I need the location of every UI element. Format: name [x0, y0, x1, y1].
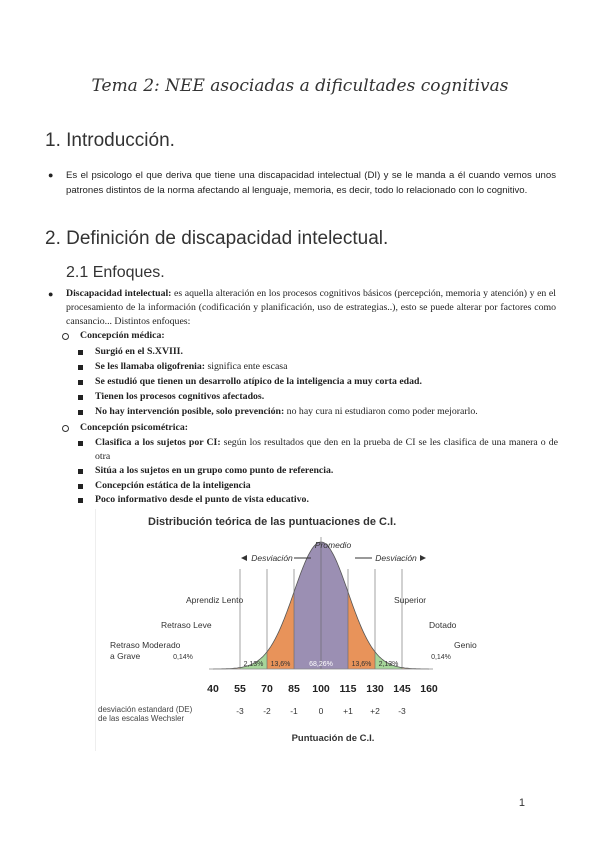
square-bullet: [78, 469, 83, 474]
list-item: Poco informativo desde el punto de vista educativo.: [95, 494, 309, 505]
list-item: Clasifica a los sujetos por CI: según los resultados que den en la prueba de CI se les clasifica de una manera o de otra: [95, 437, 558, 462]
x-tick-label: 70: [261, 683, 273, 695]
label-promedio: Promedio: [314, 540, 352, 550]
bullet-dot: ●: [48, 170, 54, 180]
x-tick-label: 145: [393, 683, 411, 695]
percentage-label: 68,26%: [309, 661, 333, 668]
list-item: Surgió en el S.XVIII.: [95, 346, 183, 357]
x-tick-label: 55: [234, 683, 246, 695]
percentage-label: 2,13%: [243, 661, 264, 668]
bullet-dot: ●: [48, 289, 54, 299]
label-retraso-grave: a Grave: [110, 651, 141, 661]
desviacion-right-arrowhead: [420, 555, 426, 561]
label-dotado: Dotado: [429, 620, 457, 630]
square-bullet: [78, 350, 83, 355]
square-bullet: [78, 365, 83, 370]
heading-enfoques: 2.1 Enfoques.: [66, 264, 165, 281]
circle-bullet: [62, 333, 69, 340]
de-value-label: -3: [398, 706, 406, 716]
x-tick-label: 115: [339, 683, 357, 695]
de-value-label: +1: [343, 706, 353, 716]
chart-title: Distribución teórica de las puntuaciones de C.I.: [148, 516, 397, 528]
x-tick-label: 40: [207, 683, 219, 695]
concepcion-psicometrica-label: Concepción psicométrica:: [80, 422, 189, 433]
square-bullet: [78, 498, 83, 503]
de-value-label: -2: [263, 706, 271, 716]
label-retraso-leve: Retraso Leve: [161, 620, 212, 630]
concepcion-medica-label: Concepción médica:: [80, 330, 165, 341]
list-item: Concepción estática de la inteligencia: [95, 480, 251, 491]
page-title: Tema 2: NEE asociadas a dificultades cognitivas: [91, 76, 509, 96]
intro-paragraph: Es el psicologo el que deriva que tiene una discapacidad intelectual (DI) y se le manda a él cuando vemos unos patrones distintos de la norma afectando al lenguaje, memoria, es decir, todo lo relacionado con lo cognitivo.: [66, 170, 556, 196]
heading-introduccion: 1. Introducción.: [45, 130, 175, 151]
square-bullet: [78, 441, 83, 446]
de-label-line1: desviación estandard (DE): [98, 705, 193, 714]
page-number: 1: [518, 797, 525, 809]
list-item: No hay intervención posible, solo prevención: no hay cura ni estudiaron como poder mejorarlo.: [95, 406, 478, 417]
discapacidad-paragraph: [66, 287, 556, 329]
iq-chart-svg: [96, 509, 501, 751]
label-retraso-moderado: Retraso Moderado: [110, 640, 181, 650]
square-bullet: [78, 410, 83, 415]
percentage-label: 13,6%: [270, 661, 291, 668]
de-value-label: -1: [290, 706, 298, 716]
discapacidad-term: Discapacidad intelectual:: [66, 288, 172, 299]
label-aprendiz-lento: Aprendiz Lento: [186, 595, 244, 605]
percentage-label: 0,14%: [173, 654, 193, 661]
square-bullet: [78, 380, 83, 385]
square-bullet: [78, 484, 83, 489]
label-superior: Superior: [394, 595, 427, 605]
x-tick-label: 130: [366, 683, 384, 695]
x-axis-label: Puntuación de C.I.: [291, 733, 375, 744]
desviacion-left-arrowhead: [241, 555, 247, 561]
percentage-label: 0,14%: [431, 654, 451, 661]
heading-definicion: 2. Definición de discapacidad intelectual.: [45, 228, 389, 249]
de-value-label: +2: [370, 706, 380, 716]
de-value-label: -3: [236, 706, 244, 716]
label-desviacion-right: Desviación: [375, 553, 417, 563]
discapacidad-definition: es aquella alteración en los procesos cognitivos básicos (percepción, memoria y atención) y en el procesamiento de la información (codificación y planificación, uso de estrategias..), esto se puede alterar por factores como cansancio... Distintos enfoques:: [66, 288, 556, 327]
x-tick-label: 100: [312, 683, 330, 695]
list-item: Tienen los procesos cognitivos afectados.: [95, 391, 265, 402]
list-item: Se estudió que tienen un desarrollo atípico de la inteligencia a muy corta edad.: [95, 376, 422, 387]
de-label-line2: de las escalas Wechsler: [98, 714, 185, 723]
label-desviacion-left: Desviación: [251, 553, 293, 563]
list-item: Sitúa a los sujetos en un grupo como punto de referencia.: [95, 465, 334, 476]
percentage-label: 2,13%: [378, 661, 399, 668]
square-bullet: [78, 395, 83, 400]
iq-distribution-chart: [95, 509, 501, 751]
label-genio: Genio: [454, 640, 477, 650]
circle-bullet: [62, 425, 69, 432]
list-item: Se les llamaba oligofrenia: significa ente escasa: [95, 361, 288, 372]
x-tick-label: 85: [288, 683, 300, 695]
x-tick-label: 160: [420, 683, 438, 695]
de-value-label: 0: [318, 706, 324, 716]
percentage-label: 13,6%: [351, 661, 372, 668]
